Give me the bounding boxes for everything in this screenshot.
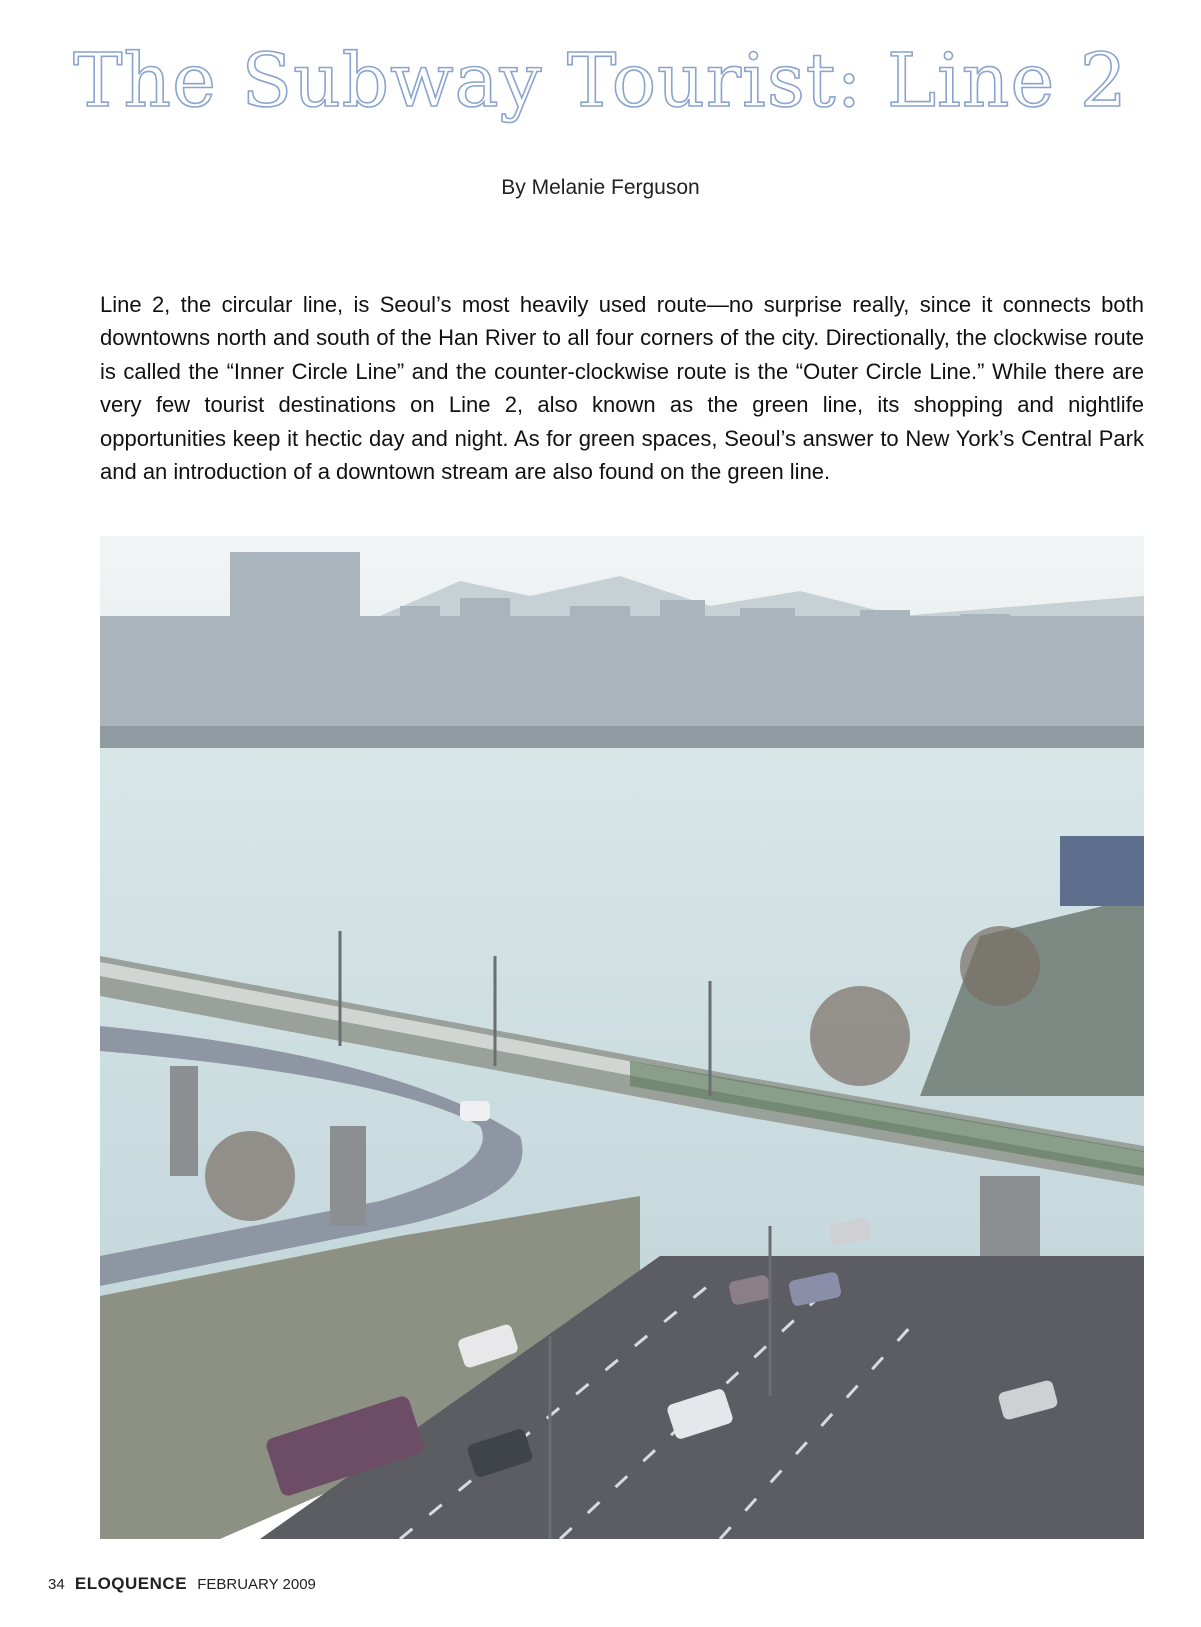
issue-date: FEBRUARY 2009 xyxy=(197,1576,316,1593)
article-body: Line 2, the circular line, is Seoul’s most heavily used route—no surprise really, since it connects both downtowns north and south of the Han River to all four corners of the city. Directionally, the clockwise route is called the “Inner Circle Line” and the counter-clockwise route is the “Outer Circle Line.” While there are very few tourist destinations on Line 2, also known as the green line, its shopping and nightlife opportunities keep it hectic day and night. As for green spaces, Seoul’s answer to New York’s Central Park and an introduction of a downtown stream are also found on the green line. xyxy=(100,292,1144,485)
seoul-han-river-photo xyxy=(100,536,1144,1539)
article-byline: By Melanie Ferguson xyxy=(501,176,700,199)
article-title: The Subway Tourist: Line 2 xyxy=(73,38,1128,124)
page-footer xyxy=(48,1574,316,1594)
page-number: 34 xyxy=(48,1576,65,1593)
magazine-name: ELOQUENCE xyxy=(74,1574,188,1593)
